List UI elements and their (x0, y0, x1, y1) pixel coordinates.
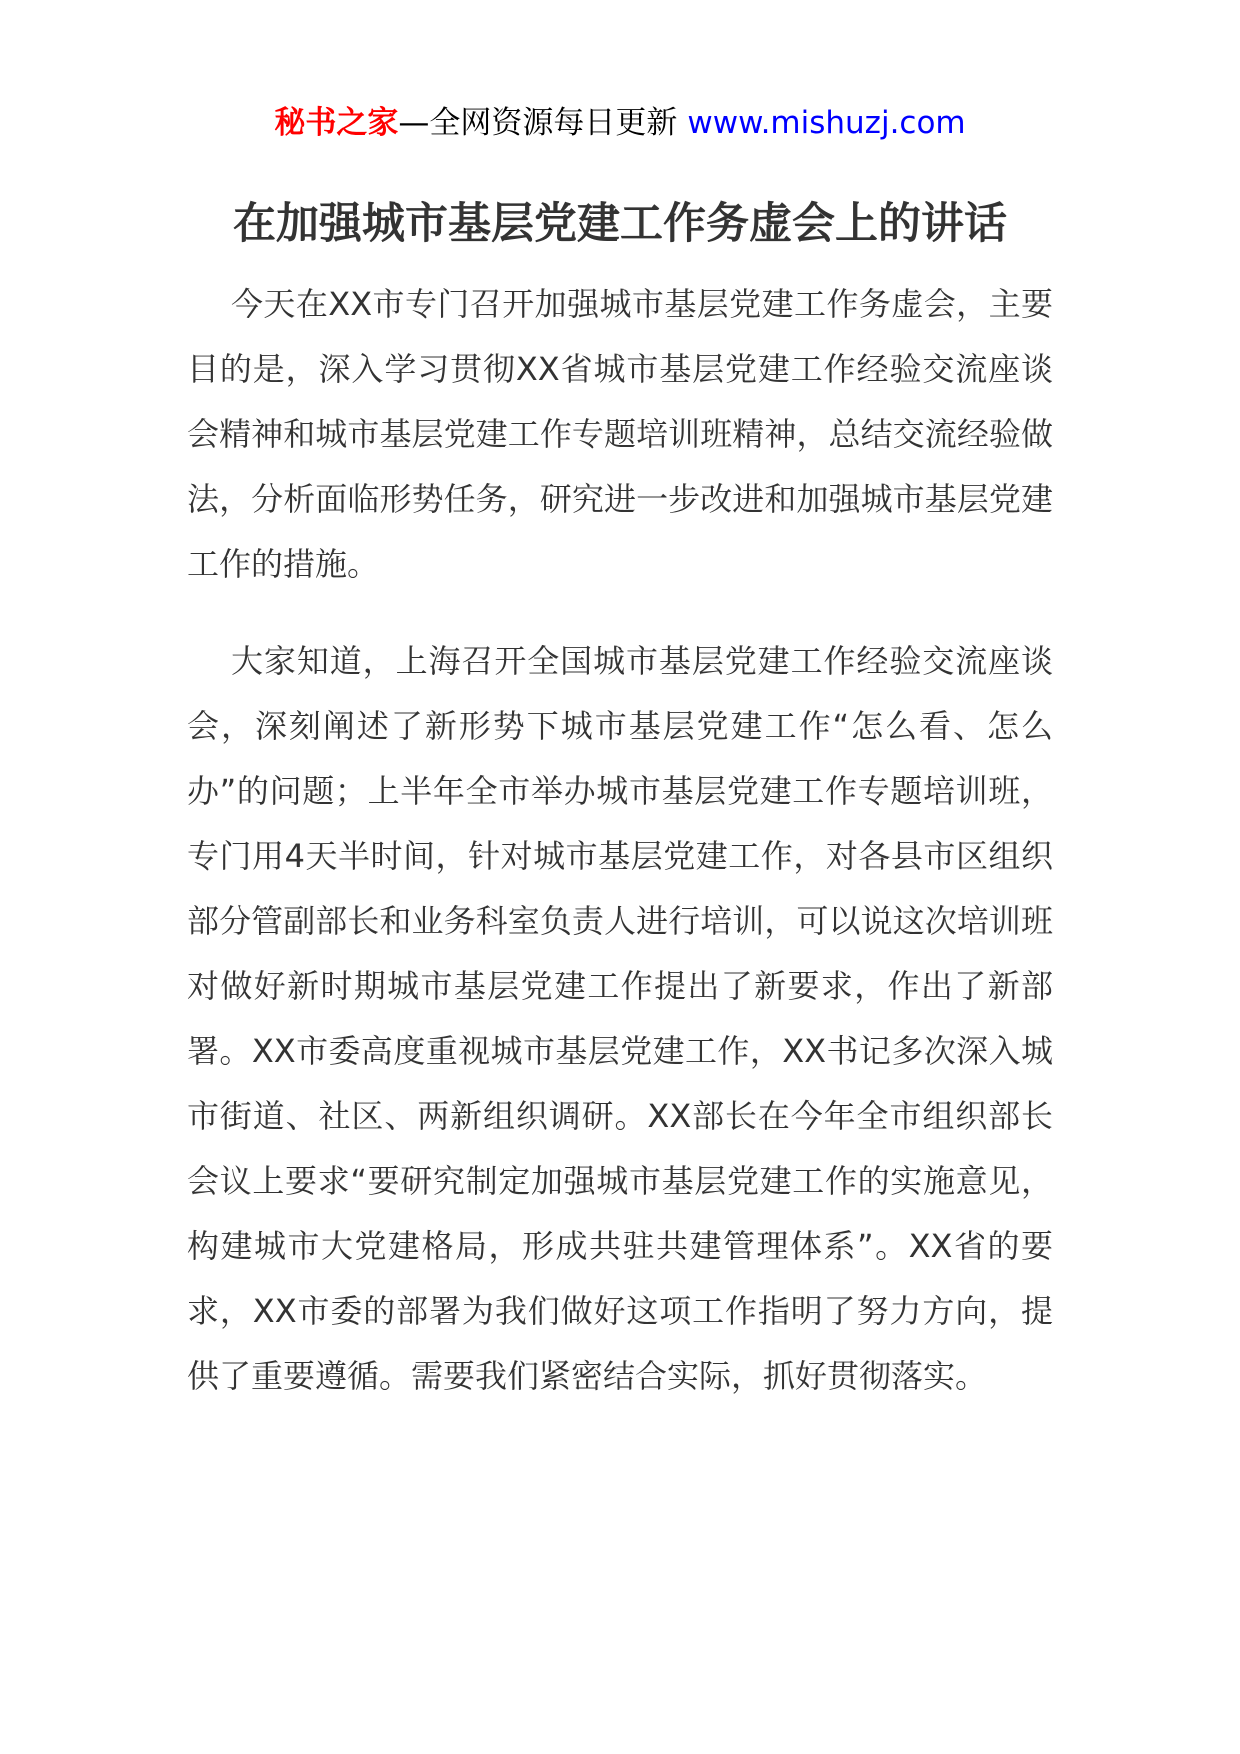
document-body (187, 272, 1053, 1441)
document-title: 在加强城市基层党建工作务虚会上的讲话 (233, 199, 1007, 249)
paragraph-2: 大家知道，上海召开全国城市基层党建工作经验交流座谈会，深刻阐述了新形势下城市基层党建工作“怎么看、怎么办”的问题；上半年全市举办城市基层党建工作专题培训班，专门用4天半时间，针对城市基层党建工作，对各县市区组织部分管副部长和业务科室负责人进行培训，可以说这次培训班对做好新时期城市基层党建工作提出了新要求，作出了新部署。XX市委高度重视城市基层党建工作，XX书记多次深入城市街道、社区、两新组织调研。XX部长在今年全市组织部长会议上要求“要研究制定加强城市基层党建工作的实施意见，构建城市大党建格局，形成共驻共建管理体系”。XX省的要求，XX市委的部署为我们做好这项工作指明了努力方向，提供了重要遵循。需要我们紧密结合实际，抓好贯彻落实。 (187, 642, 1053, 1395)
site-header (0, 98, 1240, 148)
site-brand: 秘书之家 (274, 105, 399, 141)
site-tagline: —全网资源每日更新 (398, 105, 678, 141)
paragraph-1: 今天在XX市专门召开加强城市基层党建工作务虚会，主要目的是，深入学习贯彻XX省城市基层党建工作经验交流座谈会精神和城市基层党建工作专题培训班精神，总结交流经验做法，分析面临形势任务，研究进一步改进和加强城市基层党建工作的措施。 (187, 285, 1053, 583)
site-url-link[interactable]: www.mishuzj.com (687, 105, 966, 141)
